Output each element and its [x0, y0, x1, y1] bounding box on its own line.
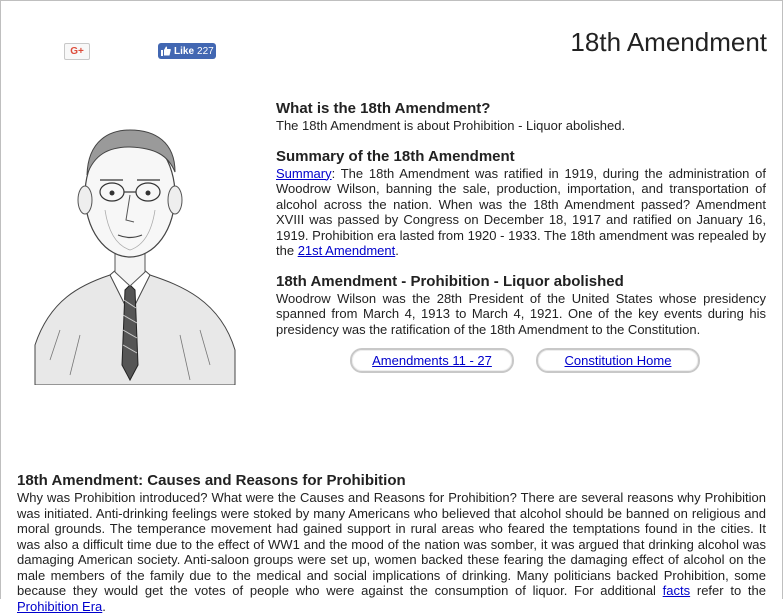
- what-text: The 18th Amendment is about Prohibition - Liquor abolished.: [276, 118, 626, 133]
- constitution-home-link[interactable]: Constitution Home: [564, 353, 672, 368]
- woodrow-wilson-portrait: [30, 100, 240, 385]
- like-count: 227: [197, 45, 214, 57]
- constitution-home-button[interactable]: [536, 348, 700, 373]
- main-content: [276, 100, 766, 351]
- what-heading: What is the 18th Amendment?: [276, 100, 491, 117]
- causes-end: .: [102, 598, 106, 614]
- prohibition-text: Woodrow Wilson was the 28th President of the United States whose presidency spanned from March 4, 1913 to March 4, 1921. One of the key events during his presidency was the ratification of the 18th Amendment to the Constitution.: [276, 290, 766, 337]
- facebook-like-button[interactable]: [158, 43, 216, 59]
- causes-mid: refer to the: [690, 583, 766, 598]
- causes-body: Why was Prohibition introduced? What were the Causes and Reasons for Prohibition? There are several reasons why Prohibition was initiated. Anti-drinking feelings were stoked by many Americans who believed that alcohol should be banned on religious and moral grounds. The temperance movement had gained support in rural areas who feared the temptations found in the cities. It was also a difficult time due to the effect of WW1 and the mood of the nation was somber, it was argued that drinking alcohol was damaging American society. Anti-saloon groups were set up, women backed these fearing the damaging effect of alcohol on the male members of the family due to the medical and social implications of drinking. Many politicians backed Prohibition, some because they would get the votes of people who were against the consumption of liquor. For additional: [17, 490, 766, 598]
- prohibition-heading: 18th Amendment - Prohibition - Liquor abolished: [276, 272, 624, 290]
- summary-heading: Summary of the 18th Amendment: [276, 147, 515, 165]
- facts-link[interactable]: facts: [662, 583, 691, 598]
- page-title: 18th Amendment: [570, 27, 767, 57]
- summary-body: : The 18th Amendment was ratified in 1919, during the administration of Woodrow Wilson, banning the sale, production, importation, and transportation of alcohol across the nation. When was the 18th Amendment passed? Amendment XVIII was passed by Congress on December 18, 1917 and ratified on January 16, 1919. Prohibition era lasted from 1920 - 1933. The 18th amendment was repealed by the: [276, 165, 766, 258]
- amendments-11-27-link[interactable]: Amendments 11 - 27: [372, 353, 492, 368]
- google-plus-button[interactable]: G+: [64, 43, 90, 60]
- causes-section: [17, 472, 766, 614]
- summary-link[interactable]: Summary: [276, 165, 332, 181]
- summary-end: .: [395, 243, 399, 258]
- prohibition-era-link[interactable]: Prohibition Era: [17, 598, 103, 614]
- thumbs-up-icon: [161, 46, 171, 56]
- 21st-amendment-link[interactable]: 21st Amendment: [297, 243, 396, 258]
- causes-text: [17, 490, 766, 614]
- summary-text: [276, 166, 766, 259]
- like-label: Like: [174, 45, 195, 57]
- nav-buttons: [350, 348, 700, 373]
- causes-heading: 18th Amendment: Causes and Reasons for Prohibition: [17, 472, 406, 489]
- amendments-11-27-button[interactable]: [350, 348, 514, 373]
